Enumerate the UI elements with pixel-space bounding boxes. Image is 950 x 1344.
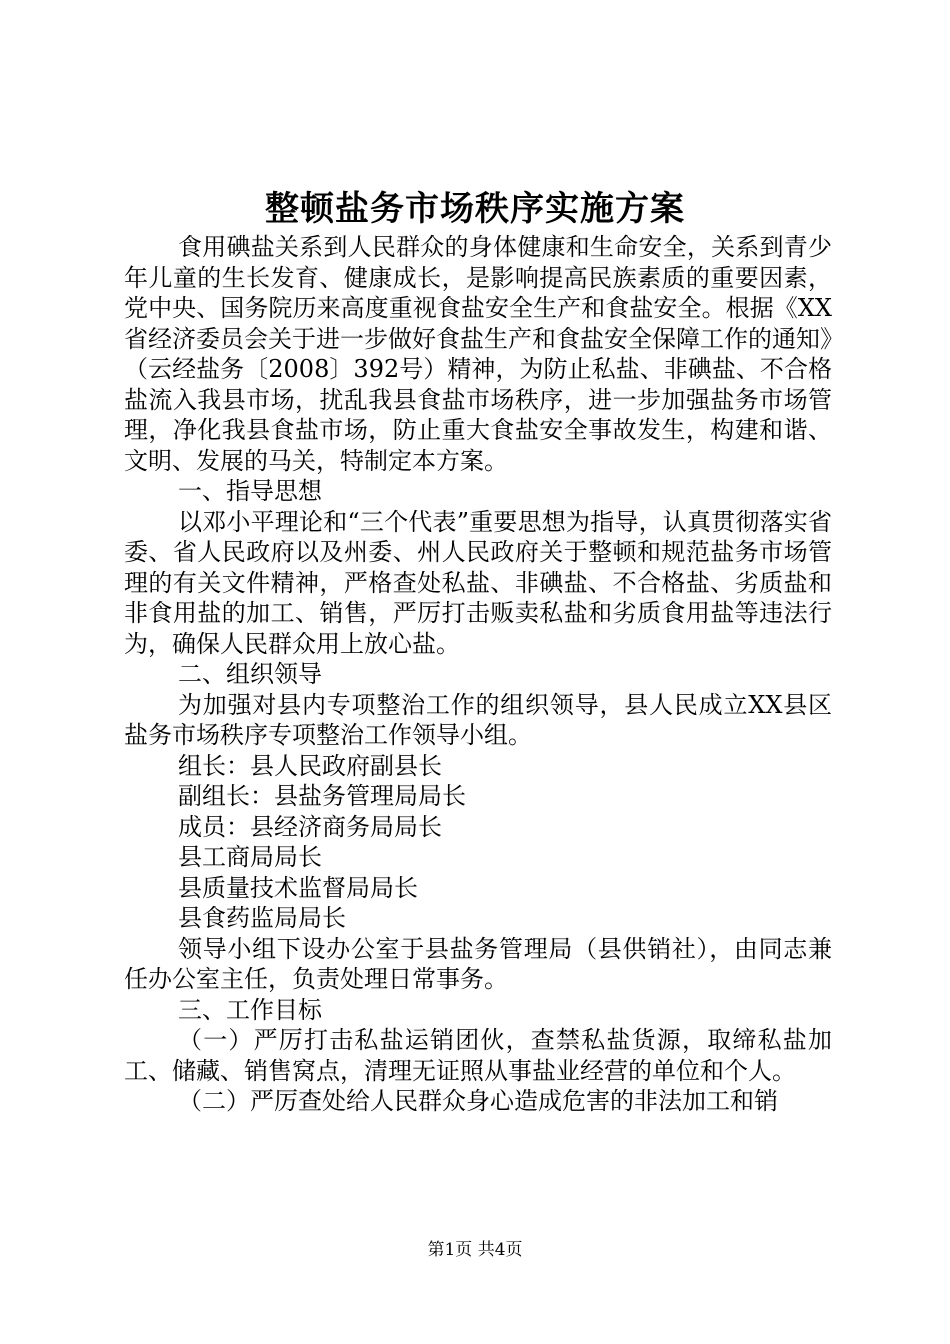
section-heading-goals: 三、工作目标 — [178, 995, 322, 1024]
document-title: 整顿盐务市场秩序实施方案 — [265, 189, 685, 229]
paragraph-intro: 食用碘盐关系到人民群众的身体健康和生命安全，关系到青少年儿童的生长发育、健康成长，是影响提高民族素质的重要因素，党中央、国务院历来高度重视食盐安全生产和食盐安全。根据《XX省经济委员会关于进一步做好食盐生产和食盐安全保障工作的通知》（云经盐务〔2008〕392号）精神，为防止私盐、非碘盐、不合格盐流入我县市场，扰乱我县食盐市场秩序，进一步加强盐务市场管理，净化我县食盐市场，防止重大食盐安全事故发生，构建和谐、文明、发展的马关，特制定本方案。 — [124, 233, 832, 475]
section-heading-organization: 二、组织领导 — [178, 660, 322, 688]
paragraph-office: 领导小组下设办公室于县盐务管理局（县供销社），由同志兼任办公室主任，负责处理日常事务。 — [124, 934, 832, 993]
paragraph-organization: 为加强对县内专项整治工作的组织领导，县人民成立XX县区盐务市场秩序专项整治工作领导小组。 — [124, 690, 832, 749]
member-line-deputy: 副组长：县盐务管理局局长 — [178, 782, 466, 810]
paragraph-goal-1: （一）严厉打击私盐运销团伙，查禁私盐货源，取缔私盐加工、储藏、销售窝点，清理无证照从事盐业经营的单位和个人。 — [124, 1026, 832, 1085]
member-line-leader: 组长：县人民政府副县长 — [178, 751, 442, 780]
page-footer: 第1页 共4页 — [427, 1240, 523, 1260]
paragraph-goal-2: （二）严厉查处给人民群众身心造成危害的非法加工和销 — [178, 1087, 778, 1115]
document-body — [124, 232, 832, 1117]
member-line-quality: 县质量技术监督局局长 — [178, 873, 418, 902]
paragraph-guiding-thought: 以邓小平理论和“三个代表”重要思想为指导，认真贯彻落实省委、省人民政府以及州委、州人民政府关于整顿和规范盐务市场管理的有关文件精神，严格查处私盐、非碘盐、不合格盐、劣质盐和非食用盐的加工、销售，严厉打击贩卖私盐和劣质食用盐等违法行为，确保人民群众用上放心盐。 — [124, 507, 832, 658]
section-heading-guiding-thought: 一、指导思想 — [178, 477, 322, 505]
member-line-food-drug: 县食药监局局长 — [178, 904, 346, 932]
member-line-commerce: 县工商局局长 — [178, 843, 322, 871]
member-line-members: 成员：县经济商务局局长 — [178, 812, 442, 841]
